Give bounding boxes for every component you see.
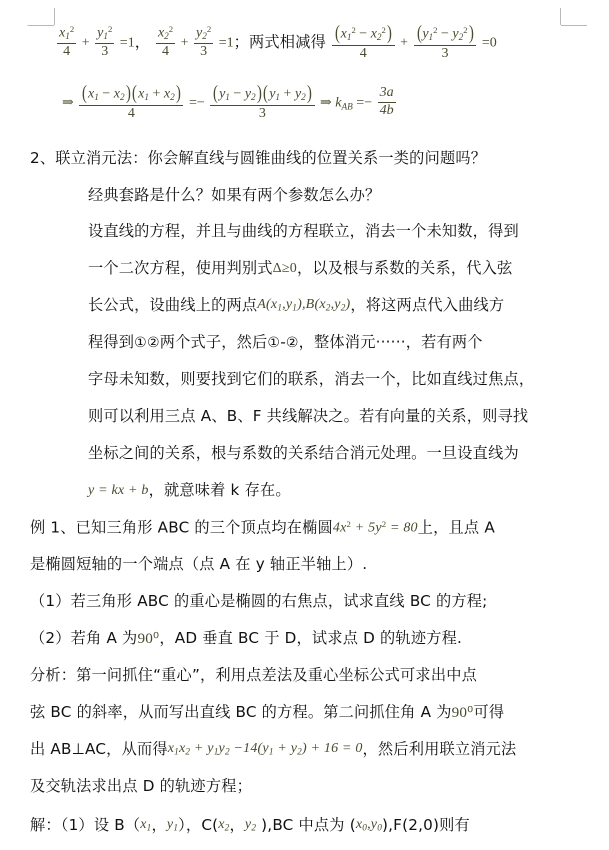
eq1-subtract-phrase: 两式相减得 <box>249 33 326 52</box>
eq1-comma: ， <box>134 33 151 52</box>
body-line-8 <box>88 483 291 498</box>
body-line-3 <box>88 298 504 313</box>
example-1-line-2: 是椭圆短轴的一个端点（点 A 在 y 轴正半轴上）. <box>30 555 368 573</box>
solution-c: ），C( <box>178 816 219 834</box>
midpoint-x0-y0: $x_0,y_0$ <box>355 817 383 833</box>
circled-two-icon: ② <box>146 335 160 351</box>
point-B-y1: $y_1$ <box>166 817 179 833</box>
section-2-heading <box>30 151 486 166</box>
section-2-name: 联立消元法 <box>55 149 133 167</box>
body-line-4a: 程得到 <box>88 333 135 351</box>
perpendicular-condition-equation: $x_1x_2 + y_1y_2 -14(y_1 + y_2) + 16 = 0$ <box>167 741 363 757</box>
equation-ellipse-point2: $\frac{x_2^2}{4}$ + $\frac{y_2^2}{3}$ =1 <box>157 24 234 60</box>
solution-d: ， <box>229 816 245 834</box>
body-line-2a: 一个二次方程，使用判别式 <box>88 259 273 277</box>
section-2-number: 2、 <box>30 149 56 167</box>
body-line-8b: ，就意味着 k 存在。 <box>148 481 291 499</box>
circled-one-icon-2: ① <box>267 335 281 351</box>
body-ellipsis-dots: ······ <box>375 333 406 351</box>
body-line-7: 坐标之间的关系，根与系数的关系结合消元处理。一旦设直线为 <box>88 444 519 462</box>
body-line-2 <box>88 261 512 276</box>
equation-subtracted-result: $\frac{(x_1^2 - x_2^2)}{4}$ + $\frac{(y_1^2 - y_2^2)}{3}$ =0 <box>330 24 497 63</box>
example-1-question-1: （1）若三角形 ABC 的重心是椭圆的右焦点，试求直线 BC 的方程; <box>30 592 488 610</box>
section-2-colon: ： <box>132 149 148 167</box>
discriminant-condition: Δ≥0 <box>272 260 297 276</box>
solution-line-1 <box>30 818 470 833</box>
example-1-tail: 上，且点 A <box>417 518 495 537</box>
body-line-4b: 两个式子，然后 <box>159 333 268 351</box>
page-corner-mark-top-right <box>561 12 587 26</box>
example-1-line-1 <box>30 520 495 536</box>
equation-ellipse-point1: $\frac{x_1^2}{4}$ + $\frac{y_1^2}{3}$ =1 <box>59 24 135 60</box>
section-2-question: 你会解直线与圆锥曲线的位置关系一类的问题吗？ <box>147 149 487 167</box>
ellipse-equation-4x2-5y2-80: $4x^2 + 5y^2 = 80$ <box>332 519 418 536</box>
analysis-line-2 <box>30 705 504 720</box>
analysis-l3a: 出 AB⊥AC，从而得 <box>30 740 168 758</box>
eq1-semicolon: ； <box>233 33 250 52</box>
body-line-6: 则可以利用三点 A、B、F 共线解决之。若有向量的关系，则寻找 <box>88 407 529 425</box>
point-B-x1: $x_1$ <box>140 817 152 833</box>
body-minus-sign: - <box>280 333 286 351</box>
equation-line-2 <box>62 84 398 123</box>
body-line-3b: ，将这两点代入曲线方 <box>350 296 505 314</box>
circled-two-icon-2: ② <box>285 335 299 351</box>
analysis-line-4: 及交轨法求出点 D 的轨迹方程； <box>30 777 252 795</box>
section-2-heading-line2: 经典套路是什么？如果有两个参数怎么办？ <box>88 186 381 204</box>
equation-slope-derivation: ⇒ $\frac{(x_1 - x_2)(x_1 + x_2)}{4}$ =− $\frac{(y_1 - y_2)(y_1 + y_2)}{3}$ ⇒ $k_{AB}$ =− $\frac{3a}{4b}$ <box>62 82 394 122</box>
analysis-line-1: 分析：第一问抓住“重心”，利用点差法及重心坐标公式可求出中点 <box>30 666 477 684</box>
solution-e: ),BC 中点为 ( <box>256 816 356 834</box>
example-1-question-2 <box>30 631 462 646</box>
angle-90-degrees-2: 90⁰ <box>451 704 474 721</box>
line-equation-y-kx-b: y = kx + b <box>88 482 149 498</box>
body-line-2b: ，以及根与系数的关系，代入弦 <box>296 259 513 277</box>
points-A-B-definition: $A(x_1,y_1),B(x_2,y_2)$ <box>257 297 351 313</box>
body-line-5: 字母未知数，则要找到它们的联系，消去一个，比如直线过焦点， <box>88 370 535 388</box>
page-corner-mark-top-left <box>27 12 54 26</box>
body-line-3a: 长公式，设曲线上的两点 <box>88 296 258 314</box>
analysis-l2b: 可得 <box>473 703 505 721</box>
analysis-l2a: 弦 BC 的斜率，从而写出直线 BC 的方程。第二问抓住角 A 为 <box>30 703 452 721</box>
analysis-l3b: ，然后利用联立消元法 <box>362 740 517 758</box>
point-C-x2: $x_2$ <box>218 817 230 833</box>
angle-90-degrees: 90⁰ <box>137 630 160 647</box>
circled-one-icon: ① <box>134 335 147 351</box>
equation-line-1 <box>55 24 497 63</box>
example-1-q2a: （2）若角 A 为 <box>30 629 138 647</box>
example-1-q2b: ，AD 垂直 BC 于 D，试求点 D 的轨迹方程. <box>159 629 463 647</box>
analysis-line-3 <box>30 742 516 757</box>
body-line-4 <box>88 335 483 350</box>
solution-a: 解：（1）设 B（ <box>30 816 141 834</box>
body-line-1: 设直线的方程，并且与曲线的方程联立，消去一个未知数，得到 <box>88 222 519 240</box>
solution-b: ， <box>151 816 167 834</box>
example-1-lead: 例 1、已知三角形 ABC 的三个顶点均在椭圆 <box>30 518 333 537</box>
point-C-y2: $y_2$ <box>244 817 257 833</box>
body-line-4d: ，若有两个 <box>405 333 483 351</box>
body-line-4c: ，整体消元 <box>298 333 376 351</box>
solution-f: ),F(2,0)则有 <box>382 816 470 834</box>
